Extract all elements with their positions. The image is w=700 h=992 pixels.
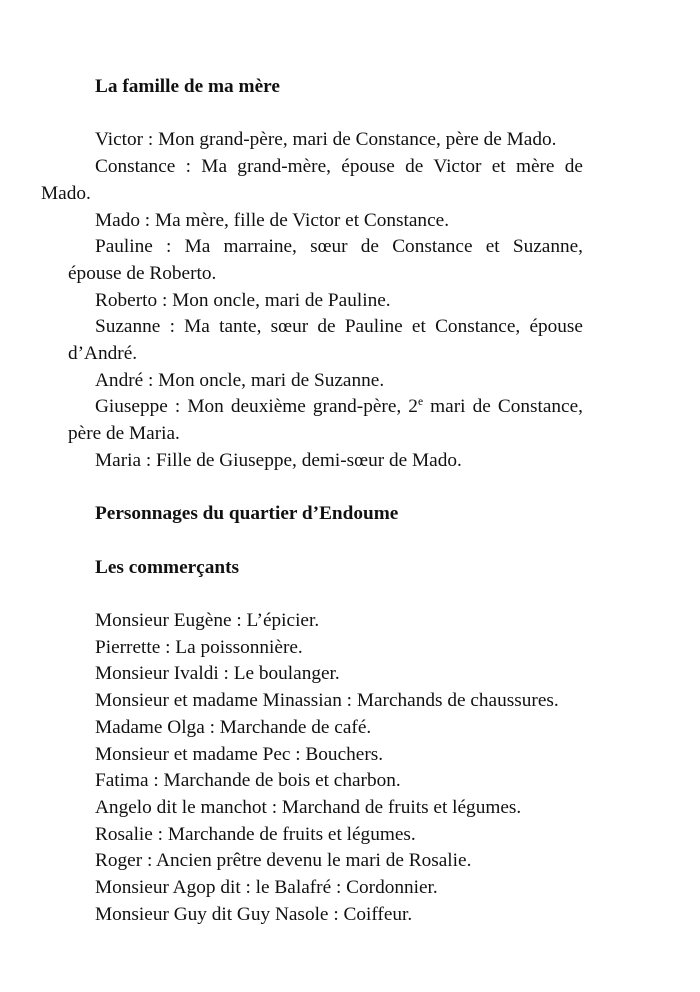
family-entry-andre: André : Mon oncle, mari de Suzanne.	[95, 369, 385, 391]
entry-line: épouse de Roberto.	[68, 262, 217, 284]
entry-text: mari de Constance,	[423, 396, 583, 418]
entry-line	[68, 394, 583, 421]
family-entry-constance	[41, 154, 583, 207]
entry-line: Constance : Ma grand-mère, épouse de Victor et mère de	[95, 156, 583, 178]
entry-text: Giuseppe : Mon deuxième grand-père, 2	[95, 396, 418, 418]
merchant-entry: Monsieur et madame Minassian : Marchands de chaussures.	[95, 690, 559, 712]
merchant-entry: Monsieur Agop dit : le Balafré : Cordonnier.	[95, 877, 438, 899]
family-entry-roberto: Roberto : Mon oncle, mari de Pauline.	[95, 289, 391, 311]
family-entry-victor: Victor : Mon grand-père, mari de Constance, père de Mado.	[95, 129, 557, 151]
family-entry-mado: Mado : Ma mère, fille de Victor et Constance.	[95, 209, 450, 231]
section-title-merchants: Les commerçants	[95, 556, 240, 578]
family-entry-giuseppe	[68, 394, 583, 447]
merchant-entry: Fatima : Marchande de bois et charbon.	[95, 770, 401, 792]
family-entry-pauline	[68, 234, 583, 287]
entry-line: d’André.	[68, 343, 138, 365]
family-entry-suzanne	[68, 314, 583, 367]
merchant-entry: Monsieur Guy dit Guy Nasole : Coiffeur.	[95, 903, 413, 925]
section-title-quarter: Personnages du quartier d’Endoume	[95, 503, 399, 525]
entry-line: Suzanne : Ma tante, sœur de Pauline et Constance, épouse	[95, 316, 583, 338]
section-title-family: La famille de ma mère	[95, 76, 280, 97]
entry-line: père de Maria.	[68, 423, 180, 445]
entry-line: Mado.	[41, 182, 91, 204]
merchant-entry: Madame Olga : Marchande de café.	[95, 716, 372, 738]
merchant-entry: Rosalie : Marchande de fruits et légumes.	[95, 823, 416, 845]
ordinal-superscript: e	[417, 395, 424, 409]
merchant-entry: Monsieur Ivaldi : Le boulanger.	[95, 663, 340, 685]
merchant-entry: Monsieur et madame Pec : Bouchers.	[95, 743, 384, 765]
entry-line: Pauline : Ma marraine, sœur de Constance et Suzanne,	[95, 236, 583, 258]
family-entry-maria: Maria : Fille de Giuseppe, demi-sœur de Mado.	[95, 449, 462, 471]
merchant-entry: Angelo dit le manchot : Marchand de fruits et légumes.	[95, 796, 522, 818]
page-content	[41, 74, 583, 928]
merchant-entry: Pierrette : La poissonnière.	[95, 636, 303, 658]
merchant-entry: Monsieur Eugène : L’épicier.	[95, 610, 320, 631]
merchant-entry: Roger : Ancien prêtre devenu le mari de Rosalie.	[95, 850, 472, 872]
